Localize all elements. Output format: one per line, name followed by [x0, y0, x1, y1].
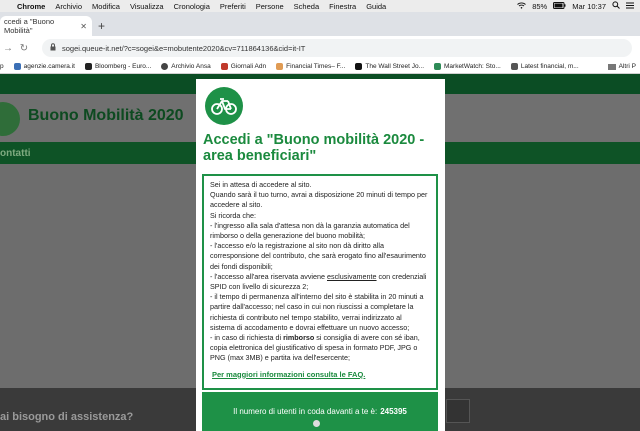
lock-icon[interactable]	[50, 43, 56, 53]
ft-icon	[276, 63, 283, 70]
other-bookmarks[interactable]	[608, 63, 640, 70]
info-line: SPID con livello di sicurezza 2;	[210, 282, 309, 292]
wsj-icon	[355, 63, 362, 70]
bookmark-label: Bloomberg - Euro...	[94, 63, 152, 70]
menu-scheda[interactable]: Scheda	[293, 1, 320, 11]
faq-link[interactable]: Per maggiori informazioni consulta le FAQ.	[212, 369, 366, 379]
browser-toolbar	[0, 36, 640, 60]
bookmark-item[interactable]	[161, 63, 210, 70]
menu-guida[interactable]: Guida	[366, 1, 387, 11]
info-line: - il tempo di permanenza all'interno del sito è stabilita in 20 minuti a	[210, 292, 424, 302]
queue-modal	[196, 79, 445, 431]
globe-icon	[14, 63, 21, 70]
menu-persone[interactable]: Persone	[255, 1, 284, 11]
close-icon[interactable]: ✕	[80, 21, 87, 31]
info-line: Sei in attesa di accedere al sito.	[210, 180, 312, 189]
info-line: sistema di accodamento e dovrai effettuare un nuovo accesso;	[210, 322, 410, 332]
bookmark-label: agenzie.camera.it	[23, 63, 75, 70]
forward-icon[interactable]: →	[3, 42, 13, 54]
menu-visualizza[interactable]: Visualizza	[129, 1, 164, 11]
bookmarks-bar	[0, 60, 640, 74]
tab-active[interactable]	[0, 16, 92, 36]
menu-archivio[interactable]: Archivio	[55, 1, 83, 11]
info-box	[202, 174, 438, 390]
info-line: richiesta di contributo nel tempo stabilito, verrai indirizzato al	[210, 312, 402, 322]
bookmark-item[interactable]	[14, 63, 75, 70]
marketwatch-icon	[434, 63, 441, 70]
new-tab-button[interactable]: +	[98, 19, 106, 33]
status-area	[517, 1, 640, 11]
info-line: PNG (max 3MB) e partita iva dell'esercente;	[210, 353, 350, 363]
info-line: - l'accesso e/o la registrazione al sito non dà diritto alla	[210, 241, 384, 251]
bookmark-label: Financial Times– F...	[286, 63, 346, 70]
info-line-spid	[210, 272, 430, 282]
folder-icon	[608, 64, 616, 70]
menu-modifica[interactable]: Modifica	[92, 1, 120, 11]
info-line: accedere al sito.	[210, 200, 263, 210]
footer-box	[446, 399, 470, 423]
bookmark-item[interactable]	[355, 63, 424, 70]
menu-preferiti[interactable]: Preferiti	[219, 1, 246, 11]
info-line: copia elettronica del giustificativo di spesa in formato PDF, JPG o	[210, 343, 418, 353]
bookmark-label: p	[0, 63, 4, 70]
adn-icon	[221, 63, 228, 70]
bookmark-label: MarketWatch: Sto...	[444, 63, 501, 70]
info-line: Si ricorda che:	[210, 210, 256, 220]
bookmark-item[interactable]	[276, 63, 345, 70]
bookmark-label: Archivio Ansa	[171, 63, 211, 70]
info-line: dei fondi disponibili;	[210, 261, 273, 271]
bookmark-label: The Wall Street Jo...	[365, 63, 424, 70]
clock[interactable]: Mar 10:37	[572, 1, 606, 11]
menu-list-icon[interactable]	[626, 2, 634, 11]
bookmark-item[interactable]	[85, 63, 151, 70]
bookmark-label: Latest financial, m...	[520, 63, 579, 70]
bold-text: rimborso	[283, 333, 315, 343]
info-text: - l'accesso all'area riservata avviene	[210, 271, 327, 281]
info-text: si consiglia di avere con sé iban,	[314, 333, 420, 343]
bookmark-item[interactable]	[0, 63, 4, 70]
battery-icon[interactable]	[553, 2, 566, 11]
bookmark-label: Giornali Adn	[230, 63, 267, 70]
bloomberg-icon	[85, 63, 92, 70]
info-text: con credenziali	[376, 271, 427, 281]
queue-label: Il numero di utenti in coda davanti a te è:	[233, 407, 378, 416]
bookmark-item[interactable]	[221, 63, 266, 70]
macos-menu-bar	[0, 0, 640, 12]
progress-spinner	[313, 420, 320, 427]
info-line: partire dall'accesso; nel caso in cui non riuscissi a completare la	[210, 302, 414, 312]
info-line-rimborso	[210, 333, 430, 343]
queue-status	[202, 392, 438, 431]
battery-percent: 85%	[532, 1, 548, 11]
site-title: Buono Mobilità 2020	[28, 107, 184, 124]
info-text: - in caso di richiesta di	[210, 333, 284, 343]
url-text: sogei.queue-it.net/?c=sogei&e=mobutente2020&cv=711864136&cid=it-IT	[62, 43, 306, 53]
tab-title: ccedi a "Buono Mobilità"	[4, 17, 55, 35]
wifi-icon[interactable]	[517, 2, 526, 11]
bookmark-item[interactable]	[511, 63, 579, 70]
reload-icon[interactable]: ↻	[19, 42, 29, 54]
bicycle-icon	[205, 87, 243, 125]
address-bar[interactable]	[42, 39, 632, 57]
tab-strip	[0, 12, 640, 36]
emphasis-text: esclusivamente	[327, 271, 377, 281]
info-line: corresponsione del contributo, che sarà erogato fino all'esaurimento	[210, 251, 426, 261]
menu-cronologia[interactable]: Cronologia	[173, 1, 210, 11]
info-line: Quando sarà il tuo turno, avrai a disposizione 20 minuti di tempo per	[210, 190, 428, 200]
menu-app-chrome[interactable]: Chrome	[17, 1, 46, 11]
ansa-icon	[161, 63, 168, 70]
globe-icon	[511, 63, 518, 70]
other-bookmarks-label: Altri P	[618, 63, 636, 70]
nav-contatti[interactable]: ontatti	[0, 148, 31, 159]
bookmark-item[interactable]	[434, 63, 501, 70]
help-heading: ai bisogno di assistenza?	[0, 411, 134, 423]
search-icon[interactable]	[612, 1, 620, 11]
info-line: rimborso o della generazione del buono mobilità;	[210, 231, 366, 241]
modal-title: Accedi a "Buono mobilità 2020 - area beneficiari"	[203, 132, 425, 164]
menu-finestra[interactable]: Finestra	[329, 1, 357, 11]
info-line: - l'ingresso alla sala d'attesa non dà la garanzia automatica del	[210, 220, 410, 230]
queue-count: 245395	[380, 407, 407, 416]
